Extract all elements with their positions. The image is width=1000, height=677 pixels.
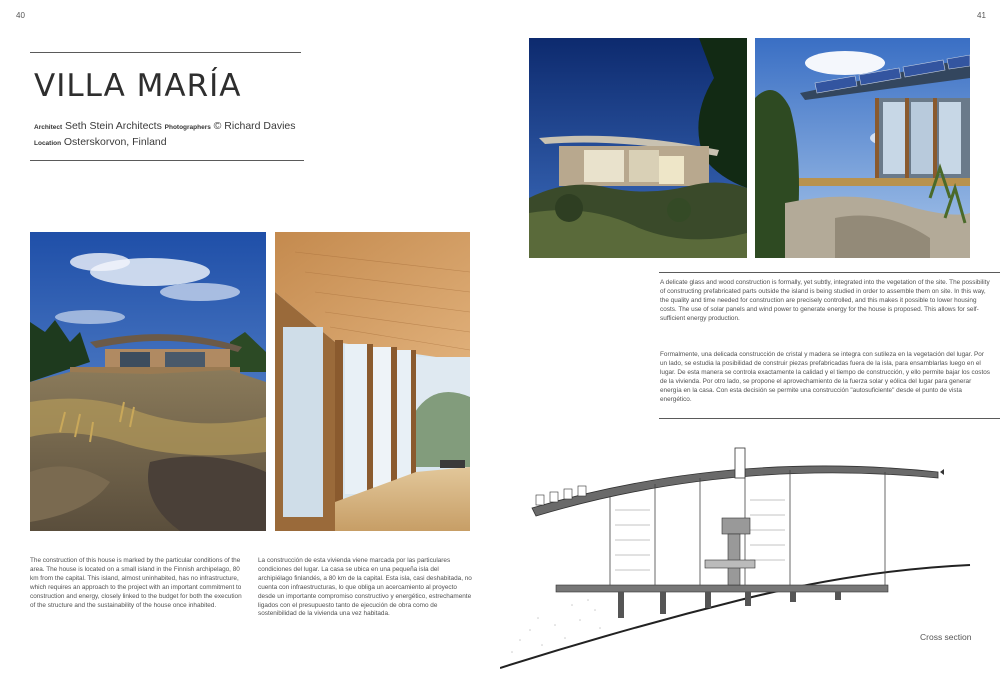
photographers-label: Photographers [164,124,211,131]
cross-section-caption: Cross section [920,632,972,642]
right-text-top-rule [659,272,1000,273]
project-title: VILLA MARÍA [34,68,242,104]
location-label: Location [34,140,62,147]
architect-name: Seth Stein Architects [64,120,162,132]
photo-house-on-rocks [30,232,266,531]
photo-solar-panels [755,38,970,258]
project-credits [34,119,304,151]
title-top-rule [30,52,301,53]
photographers-name: © Richard Davies [213,120,296,132]
right-page [500,0,1000,677]
body-text-spanish-left: La construcción de esta vivienda viene marcada por las particulares condiciones del lugar. La casa se ubica en una pequeña isla del archipiélago finlandés, a 80 km de la capital. Esta isla, casi deshabitada, no cuenta con infraestructuras, lo que obliga un acercamiento al proyecto desde un importante compromiso constructivo y energético, estrechamente ligados con el presupuesto tanto de ejecución de obra como de sostenibilidad de la vivienda una vez habitada. [258,557,472,618]
title-bottom-rule [30,160,304,161]
page-number-right: 41 [977,11,986,20]
body-text-spanish-right: Formalmente, una delicada construcción de cristal y madera se integra con sutileza en la vegetación del lugar. Por un lado, se estudia la posibilidad de construir piezas prefabricadas fuera de la isla, para ensamblarlas luego en el lugar. De esta manera se controla exactamente la calidad y el tiempo de construcción, y ello permite bajar los costos de la vivienda. Por otro lado, se propone el aprovechamiento de la fuerza solar y eólica del lugar para generar energía en la casa. Con esta decisión se permite una construcción "autosuficiente" desde el punto de vista energético. [660,351,990,403]
location-name: Osterskorvon, Finland [63,136,167,148]
body-text-english-right: A delicate glass and wood construction is formally, yet subtly, integrated into the vegetation of the site. The possibility of constructing prefabricated parts outside the island is being studied in order to assemble them on site. In this way, the quality and time needed for construction are precisely controlled, and this makes it possible to lower housing costs. The use of solar panels and wind power to generate energy for the house is proposed. This allows for self-sufficient energy production. [660,279,990,322]
photo-exterior-dusk [529,38,747,258]
page-number-left: 40 [16,11,25,20]
right-text-bottom-rule [659,418,1000,419]
body-text-english-left: The construction of this house is marked by the particular conditions of the area. The house is located on a small island in the Finnish archipelago, 80 km from the capital. This island, almost uninhabited, has no infrastructure, which requires an approach to the project with an important commitment to construction and energy, closely linked to the budget for both the execution of the structure and the sustainability of the house once inhabited. [30,557,242,609]
photo-interior-veranda [275,232,470,531]
architect-label: Architect [34,124,63,131]
